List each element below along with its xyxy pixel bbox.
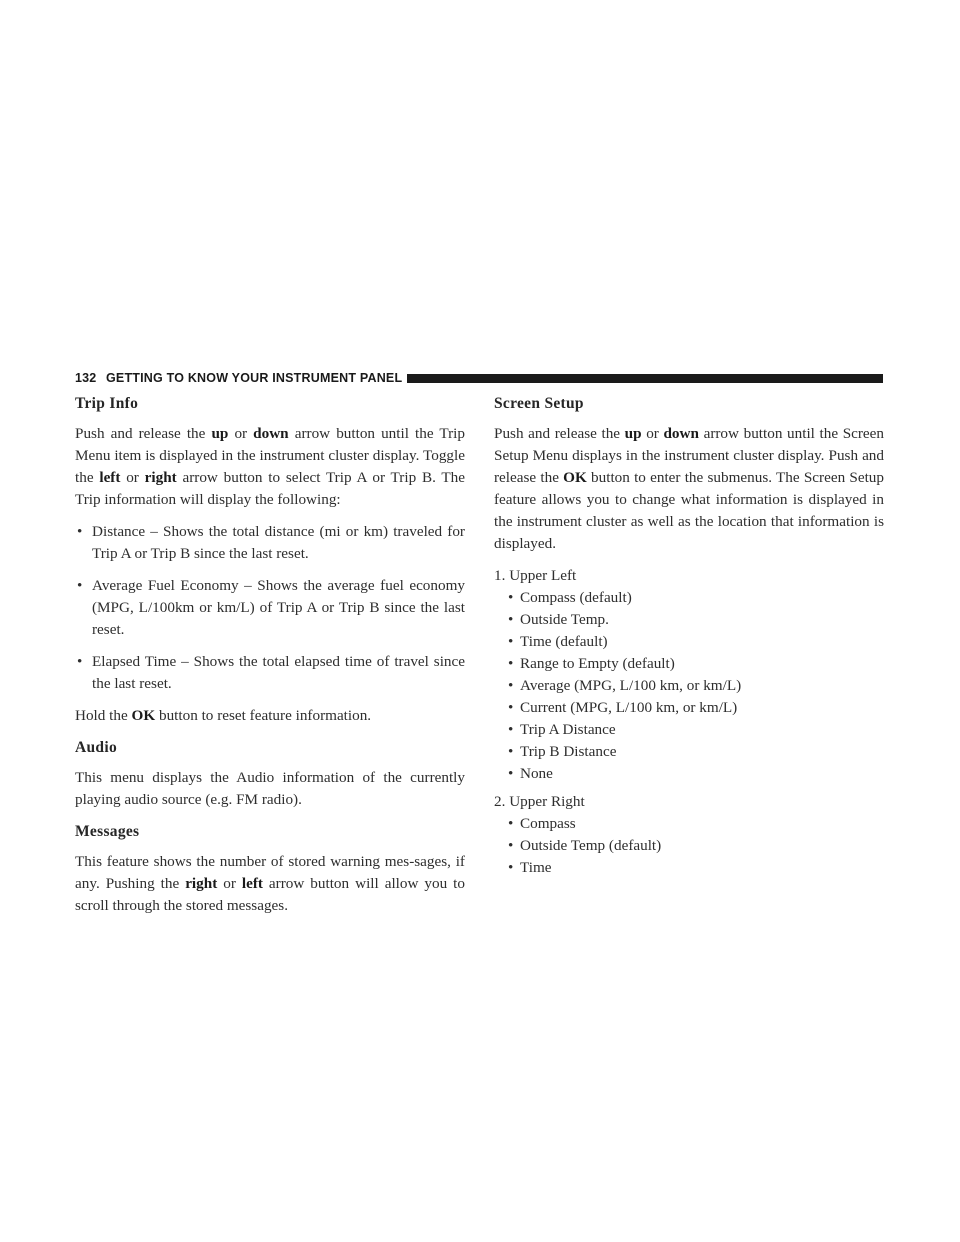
bullet-icon: • [508, 721, 514, 738]
list-item: • Average (MPG, L/100 km, or km/L) [508, 675, 884, 697]
list-item: • Time [508, 857, 884, 879]
trip-info-intro: Push and release the up or down arrow button until the Trip Menu item is displayed in the instrument cluster display. Toggle the left or right arrow button to select Trip A or Trip B. The Trip information will display the following: [75, 425, 465, 508]
bullet-icon: • [508, 589, 514, 606]
section-title: GETTING TO KNOW YOUR INSTRUMENT PANEL [106, 371, 403, 385]
upper-right-label: 2. Upper Right [494, 793, 585, 810]
hold-ok-text: Hold the OK button to reset feature information. [75, 707, 372, 724]
messages-heading: Messages [75, 823, 140, 840]
bullet-icon: • [77, 653, 83, 670]
bullet-icon: • [508, 815, 514, 832]
bullet-icon: • [508, 859, 514, 876]
screen-setup-text: Push and release the up or down arrow button until the Screen Setup Menu displays in the instrument cluster display. Push and release the OK button to enter the submenus. The Screen Setup feature allows you to change what information is displayed in the instrument cluster as well as the location that information is displayed. [494, 425, 885, 552]
audio-heading: Audio [75, 739, 117, 756]
bullet-icon: • [508, 699, 514, 716]
bullet-icon: • [508, 611, 514, 628]
right-column [494, 393, 884, 885]
list-item: • Outside Temp. [508, 609, 884, 631]
bullet-icon: • [508, 743, 514, 760]
list-item: • Average Fuel Economy – Shows the average fuel economy (MPG, L/100km or km/L) of Trip A or Trip B since the last reset. [77, 577, 465, 638]
list-item: • Time (default) [508, 631, 884, 653]
list-item: • Trip A Distance [508, 719, 884, 741]
list-item: • Outside Temp (default) [508, 835, 884, 857]
trip-info-list [75, 521, 465, 695]
list-item: • Range to Empty (default) [508, 653, 884, 675]
bullet-icon: • [508, 633, 514, 650]
list-item: • Compass [508, 813, 884, 835]
bullet-icon: • [77, 577, 83, 594]
upper-right-list [494, 813, 884, 879]
upper-left-label: 1. Upper Left [494, 567, 577, 584]
upper-left-list [494, 587, 884, 785]
bullet-icon: • [508, 765, 514, 782]
list-item: • Distance – Shows the total distance (mi or km) traveled for Trip A or Trip B since the last reset. [77, 523, 465, 562]
list-item: • None [508, 763, 884, 785]
left-column [75, 393, 465, 927]
screen-setup-heading: Screen Setup [494, 395, 584, 412]
audio-text: This menu displays the Audio information of the currently playing audio source (e.g. FM radio). [75, 769, 465, 808]
header-rule [407, 374, 883, 383]
page-header [75, 369, 883, 389]
bullet-icon: • [508, 677, 514, 694]
page-number: 132 [75, 371, 97, 385]
trip-info-heading: Trip Info [75, 395, 139, 412]
list-item: • Trip B Distance [508, 741, 884, 763]
bullet-icon: • [508, 837, 514, 854]
list-item: • Current (MPG, L/100 km, or km/L) [508, 697, 884, 719]
list-item: • Elapsed Time – Shows the total elapsed time of travel since the last reset. [77, 653, 465, 692]
messages-text: This feature shows the number of stored warning mes-sages, if any. Pushing the right or left arrow button will allow you to scroll through the stored messages. [75, 853, 465, 914]
bullet-icon: • [77, 523, 83, 540]
list-item: • Compass (default) [508, 587, 884, 609]
bullet-icon: • [508, 655, 514, 672]
